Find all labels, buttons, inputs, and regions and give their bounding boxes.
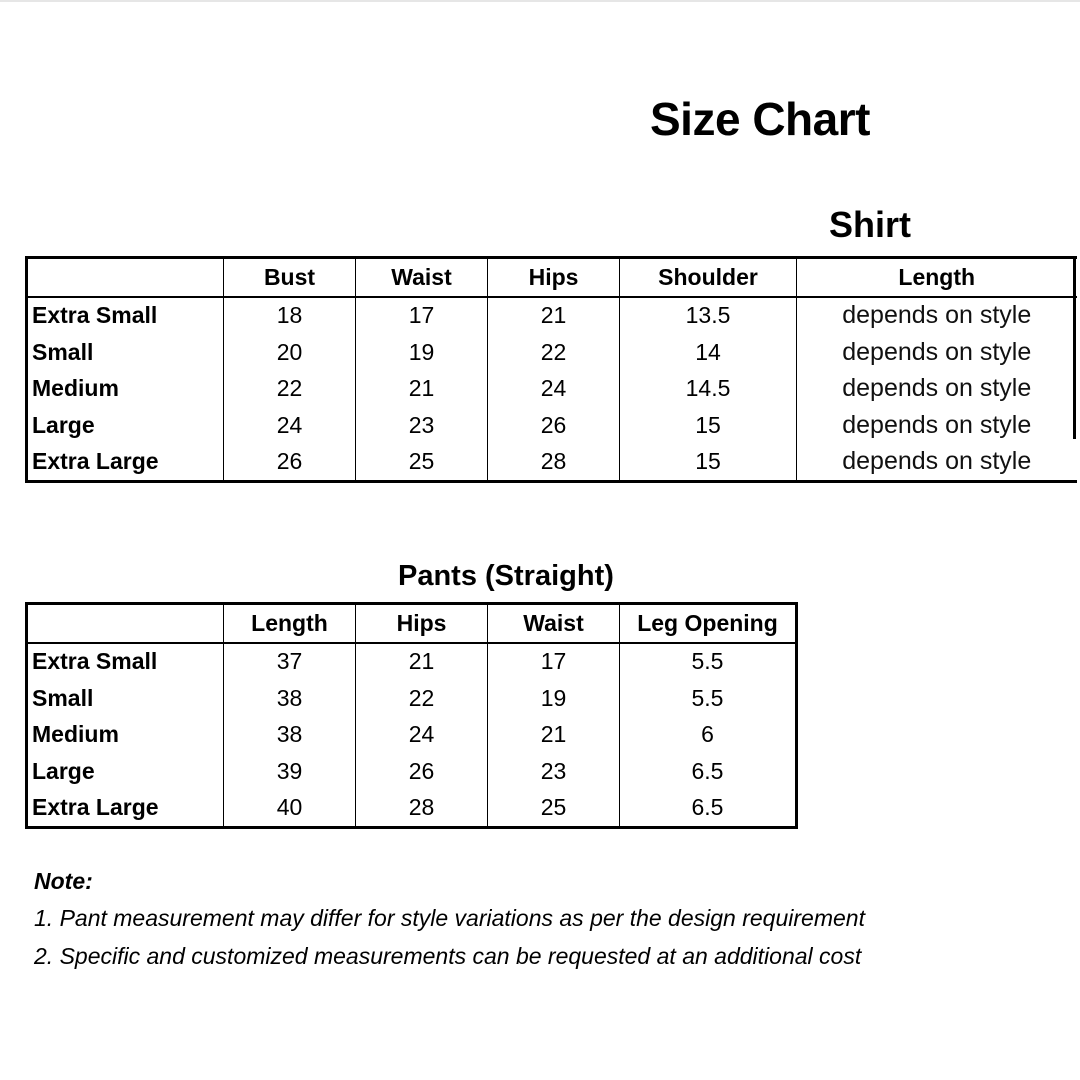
header-bust: Bust (224, 258, 356, 297)
length-cell: 40 (224, 790, 356, 828)
hips-cell: 26 (488, 407, 620, 444)
page-title: Size Chart (650, 93, 870, 145)
waist-cell: 19 (488, 680, 620, 717)
length-cell: 38 (224, 680, 356, 717)
size-label: Medium (32, 721, 119, 748)
table-row (27, 407, 1077, 444)
header-length: Length (224, 604, 356, 643)
table-row (27, 680, 797, 717)
waist-cell: 25 (356, 444, 488, 482)
bust-cell: 24 (224, 407, 356, 444)
hips-cell: 24 (488, 371, 620, 408)
hips-cell: 22 (356, 680, 488, 717)
leg-opening-cell: 5.5 (620, 643, 797, 681)
waist-cell: 17 (488, 643, 620, 681)
bust-cell: 26 (224, 444, 356, 482)
size-label: Medium (32, 375, 119, 402)
length-cell: 37 (224, 643, 356, 681)
shirt-size-table (25, 256, 1077, 483)
note-line: 2. Specific and customized measurements can be requested at an additional cost (34, 943, 862, 969)
note-heading: Note: (34, 868, 93, 894)
hips-cell: 22 (488, 334, 620, 371)
waist-cell: 21 (356, 371, 488, 408)
header-hips: Hips (488, 258, 620, 297)
length-cell: 39 (224, 753, 356, 790)
hips-cell: 24 (356, 717, 488, 754)
length-cell: depends on style (797, 334, 1077, 371)
hips-cell: 28 (488, 444, 620, 482)
leg-opening-cell: 5.5 (620, 680, 797, 717)
bust-cell: 22 (224, 371, 356, 408)
table-row (27, 371, 1077, 408)
shoulder-cell: 13.5 (620, 297, 797, 335)
table-row (27, 717, 797, 754)
shoulder-cell: 14.5 (620, 371, 797, 408)
length-cell: depends on style (797, 297, 1077, 335)
waist-cell: 17 (356, 297, 488, 335)
size-label: Large (32, 411, 95, 438)
length-cell: 38 (224, 717, 356, 754)
bust-cell: 18 (224, 297, 356, 335)
shoulder-cell: 15 (620, 407, 797, 444)
size-label: Extra Large (32, 448, 159, 475)
table-header-row (27, 604, 797, 643)
table-row (27, 643, 797, 681)
table-row (27, 753, 797, 790)
shoulder-cell: 14 (620, 334, 797, 371)
hips-cell: 26 (356, 753, 488, 790)
table-right-border (1073, 256, 1076, 439)
shoulder-cell: 15 (620, 444, 797, 482)
waist-cell: 25 (488, 790, 620, 828)
length-cell: depends on style (797, 444, 1077, 482)
length-cell: depends on style (797, 407, 1077, 444)
waist-cell: 19 (356, 334, 488, 371)
header-blank-cell (27, 258, 224, 297)
bust-cell: 20 (224, 334, 356, 371)
pants-section-title: Pants (Straight) (398, 560, 614, 592)
shirt-section-title: Shirt (829, 204, 912, 245)
size-label: Extra Small (32, 648, 158, 675)
table-row (27, 790, 797, 828)
header-leg-opening: Leg Opening (620, 604, 797, 643)
length-cell: depends on style (797, 371, 1077, 408)
note-line: 1. Pant measurement may differ for style variations as per the design requirement (34, 905, 865, 931)
size-label: Extra Small (32, 302, 158, 329)
leg-opening-cell: 6.5 (620, 753, 797, 790)
size-label: Extra Large (32, 794, 159, 821)
size-label: Small (32, 338, 94, 365)
waist-cell: 21 (488, 717, 620, 754)
header-blank-cell (27, 604, 224, 643)
pants-size-table (25, 602, 798, 829)
size-label: Small (32, 684, 94, 711)
header-waist: Waist (488, 604, 620, 643)
table-row (27, 297, 1077, 335)
leg-opening-cell: 6.5 (620, 790, 797, 828)
table-row (27, 334, 1077, 371)
leg-opening-cell: 6 (620, 717, 797, 754)
top-divider (0, 0, 1080, 2)
hips-cell: 21 (356, 643, 488, 681)
size-label: Large (32, 757, 95, 784)
waist-cell: 23 (356, 407, 488, 444)
header-waist: Waist (356, 258, 488, 297)
table-row (27, 444, 1077, 482)
header-shoulder: Shoulder (620, 258, 797, 297)
table-header-row (27, 258, 1077, 297)
waist-cell: 23 (488, 753, 620, 790)
header-length: Length (797, 258, 1077, 297)
hips-cell: 21 (488, 297, 620, 335)
header-hips: Hips (356, 604, 488, 643)
hips-cell: 28 (356, 790, 488, 828)
